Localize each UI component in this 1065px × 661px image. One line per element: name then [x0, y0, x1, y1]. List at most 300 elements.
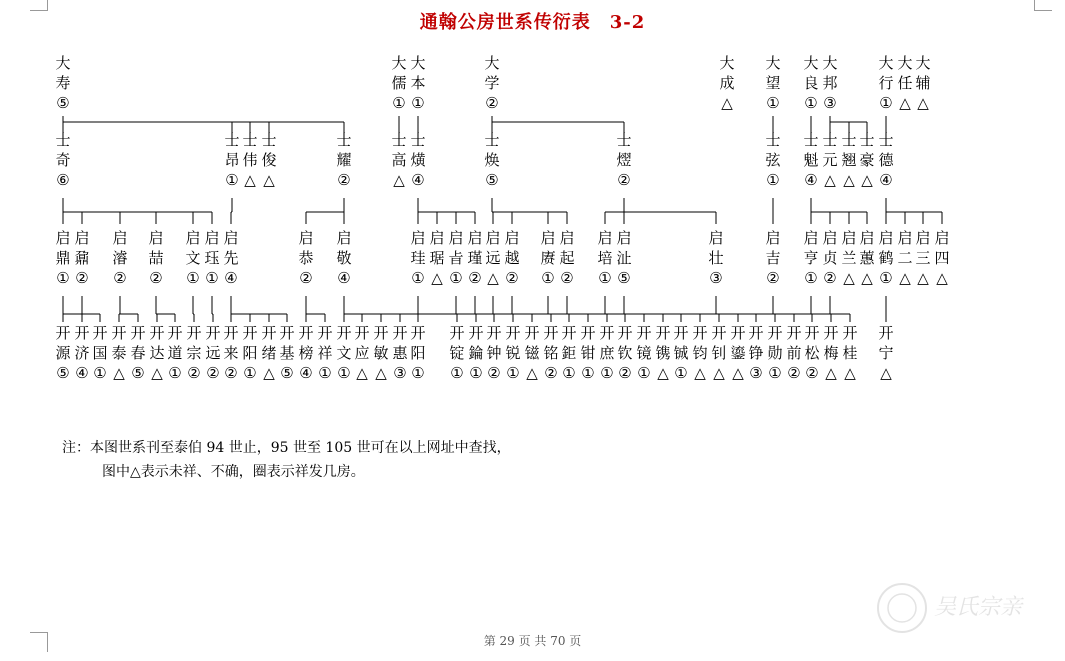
branch-mark: △	[113, 364, 125, 382]
given-name-char: 辅	[915, 74, 931, 92]
branch-mark: △	[861, 269, 873, 287]
branch-mark: △	[356, 364, 368, 382]
crop-mark	[47, 0, 48, 10]
person-node	[483, 130, 501, 190]
generation-char: 开	[878, 324, 894, 342]
given-name-char: 鼐	[74, 249, 90, 267]
given-name-char: 亨	[803, 249, 819, 267]
generation-char: 士	[878, 131, 894, 149]
given-name-char: 俊	[261, 151, 277, 169]
generation-char: 开	[617, 324, 633, 342]
generation-char: 开	[336, 324, 352, 342]
person-node	[914, 228, 932, 288]
given-name-char: 瑾	[467, 249, 483, 267]
branch-mark: △	[244, 171, 256, 189]
person-node	[409, 130, 427, 190]
generation-char: 启	[148, 229, 164, 247]
given-name-char: 阳	[410, 344, 426, 362]
generation-char: 开	[804, 324, 820, 342]
person-node	[718, 53, 736, 113]
given-name-char: 琚	[429, 249, 445, 267]
generation-char: 开	[410, 324, 426, 342]
person-node	[635, 323, 653, 383]
watermark-seal-icon	[872, 578, 1062, 638]
given-name-char: 培	[597, 249, 613, 267]
given-name-char: 梅	[823, 344, 839, 362]
branch-mark: ①	[768, 364, 782, 382]
branch-mark: ①	[168, 364, 182, 382]
given-name-char: 翘	[841, 151, 857, 169]
branch-mark: ⑤	[617, 269, 631, 287]
person-node	[840, 228, 858, 288]
person-node	[278, 323, 296, 383]
given-name-char: 元	[822, 151, 838, 169]
generation-char: 开	[392, 324, 408, 342]
generation-char: 开	[486, 324, 502, 342]
given-name-char: 本	[410, 74, 426, 92]
generation-char: 士	[616, 131, 632, 149]
branch-mark: ②	[468, 269, 482, 287]
generation-char: 开	[223, 324, 239, 342]
generation-char: 大	[410, 54, 426, 72]
footnote-line-2: 图中△表示未祥、不确，圈表示祥发几房。	[102, 464, 365, 480]
generation-char: 士	[841, 131, 857, 149]
generation-char: 开	[599, 324, 615, 342]
person-node	[615, 130, 633, 190]
person-node	[822, 323, 840, 383]
generation-char: 开	[580, 324, 596, 342]
person-node	[802, 53, 820, 113]
branch-mark: ②	[766, 269, 780, 287]
branch-mark: △	[526, 364, 538, 382]
branch-mark: ④	[804, 171, 818, 189]
given-name-char: 钟	[486, 344, 502, 362]
branch-mark: ②	[485, 94, 499, 112]
person-node	[391, 323, 409, 383]
generation-char: 启	[223, 229, 239, 247]
branch-mark: ①	[637, 364, 651, 382]
person-node	[729, 323, 747, 383]
given-name-char: 泰	[111, 344, 127, 362]
generation-char: 启	[878, 229, 894, 247]
branch-mark: ①	[766, 171, 780, 189]
person-node	[672, 323, 690, 383]
given-name-char: 沚	[616, 249, 632, 267]
generation-char: 启	[841, 229, 857, 247]
given-name-char: 来	[223, 344, 239, 362]
branch-mark: ①	[450, 364, 464, 382]
branch-mark: ②	[505, 269, 519, 287]
branch-mark: ②	[187, 364, 201, 382]
generation-char: 开	[673, 324, 689, 342]
branch-mark: ①	[598, 269, 612, 287]
person-node	[297, 228, 315, 288]
generation-char: 开	[167, 324, 183, 342]
generation-char: 士	[765, 131, 781, 149]
person-node	[896, 228, 914, 288]
person-node	[542, 323, 560, 383]
generation-char: 启	[822, 229, 838, 247]
person-node	[933, 228, 951, 288]
branch-mark: ①	[506, 364, 520, 382]
person-node	[654, 323, 672, 383]
given-name-char: 宁	[878, 344, 894, 362]
given-name-char: 道	[167, 344, 183, 362]
person-node	[241, 130, 259, 190]
crop-mark	[1034, 10, 1052, 11]
person-node	[54, 53, 72, 113]
given-name-char: 弦	[765, 151, 781, 169]
generation-char: 开	[55, 324, 71, 342]
branch-mark: ①	[392, 94, 406, 112]
given-name-char: 熿	[410, 151, 426, 169]
branch-mark: ②	[75, 269, 89, 287]
generation-char: 大	[55, 54, 71, 72]
branch-mark: △	[431, 269, 443, 287]
given-name-char: 铭	[543, 344, 559, 362]
person-node	[184, 228, 202, 288]
generation-char: 开	[261, 324, 277, 342]
generation-char: 启	[559, 229, 575, 247]
given-name-char: 四	[934, 249, 950, 267]
generation-char: 启	[467, 229, 483, 247]
branch-mark: ⑤	[280, 364, 294, 382]
given-name-char: 勋	[767, 344, 783, 362]
generation-char: 启	[298, 229, 314, 247]
person-node	[840, 130, 858, 190]
given-name-char: 奇	[55, 151, 71, 169]
given-name-char: 先	[223, 249, 239, 267]
person-node	[766, 323, 784, 383]
generation-char: 开	[149, 324, 165, 342]
generation-char: 启	[540, 229, 556, 247]
generation-char: 开	[505, 324, 521, 342]
branch-mark: ①	[879, 269, 893, 287]
generation-char: 开	[748, 324, 764, 342]
person-node	[483, 53, 501, 113]
person-node	[353, 323, 371, 383]
person-node	[241, 323, 259, 383]
person-node	[560, 323, 578, 383]
person-node	[877, 323, 895, 383]
person-node	[467, 323, 485, 383]
given-name-char: 前	[786, 344, 802, 362]
generation-char: 启	[504, 229, 520, 247]
generation-char: 开	[730, 324, 746, 342]
branch-mark: △	[844, 364, 856, 382]
generation-char: 士	[484, 131, 500, 149]
given-name-char: 㫖	[448, 249, 464, 267]
branch-mark: △	[899, 269, 911, 287]
given-name-char: 国	[92, 344, 108, 362]
branch-mark: ④	[224, 269, 238, 287]
generation-char: 开	[74, 324, 90, 342]
branch-mark: ⑤	[131, 364, 145, 382]
person-node	[448, 323, 466, 383]
given-name-char: 钦	[617, 344, 633, 362]
given-name-char: 祥	[317, 344, 333, 362]
generation-char: 士	[410, 131, 426, 149]
branch-mark: ③	[749, 364, 763, 382]
generation-char: 士	[55, 131, 71, 149]
branch-mark: ②	[224, 364, 238, 382]
branch-mark: ①	[56, 269, 70, 287]
generation-char: 启	[915, 229, 931, 247]
generation-char: 启	[897, 229, 913, 247]
person-node	[316, 323, 334, 383]
given-name-char: 铮	[748, 344, 764, 362]
given-name-char: 珪	[410, 249, 426, 267]
generation-char: 启	[934, 229, 950, 247]
person-node	[166, 323, 184, 383]
person-node	[764, 228, 782, 288]
generation-char: 大	[484, 54, 500, 72]
person-node	[335, 228, 353, 288]
generation-char: 大	[915, 54, 931, 72]
branch-mark: △	[824, 171, 836, 189]
branch-mark: △	[843, 171, 855, 189]
person-node	[466, 228, 484, 288]
crop-mark	[47, 632, 48, 652]
branch-mark: ①	[411, 94, 425, 112]
generation-char: 大	[719, 54, 735, 72]
branch-mark: ②	[113, 269, 127, 287]
person-node	[390, 130, 408, 190]
person-node	[222, 228, 240, 288]
branch-mark: ①	[318, 364, 332, 382]
branch-mark: ⑤	[56, 364, 70, 382]
given-name-char: 庶	[599, 344, 615, 362]
branch-mark: △	[917, 269, 929, 287]
given-name-char: 三	[915, 249, 931, 267]
given-name-char: 儒	[391, 74, 407, 92]
branch-mark: △	[151, 364, 163, 382]
person-node	[802, 228, 820, 288]
given-name-char: 邦	[822, 74, 838, 92]
branch-mark: ②	[299, 269, 313, 287]
generation-char: 开	[524, 324, 540, 342]
person-node	[260, 323, 278, 383]
person-node	[447, 228, 465, 288]
person-node	[484, 228, 502, 288]
person-node	[73, 323, 91, 383]
person-node	[54, 323, 72, 383]
person-node	[914, 53, 932, 113]
person-node	[539, 228, 557, 288]
person-node	[558, 228, 576, 288]
person-node	[802, 130, 820, 190]
given-name-char: 蕙	[859, 249, 875, 267]
person-node	[596, 228, 614, 288]
person-node	[691, 323, 709, 383]
given-name-char: 贞	[822, 249, 838, 267]
branch-mark: △	[487, 269, 499, 287]
branch-mark: ①	[337, 364, 351, 382]
person-node	[54, 228, 72, 288]
generation-char: 开	[711, 324, 727, 342]
given-name-char: 鼎	[55, 249, 71, 267]
branch-mark: ②	[617, 171, 631, 189]
branch-mark: △	[393, 171, 405, 189]
person-node	[877, 228, 895, 288]
branch-mark: ①	[879, 94, 893, 112]
generation-char: 大	[822, 54, 838, 72]
given-name-char: 锭	[449, 344, 465, 362]
given-name-char: 源	[55, 344, 71, 362]
branch-mark: ③	[823, 94, 837, 112]
person-node	[390, 53, 408, 113]
given-name-char: 昂	[224, 151, 240, 169]
generation-char: 士	[391, 131, 407, 149]
given-name-char: 钧	[692, 344, 708, 362]
person-node	[710, 323, 728, 383]
generation-char: 启	[336, 229, 352, 247]
branch-mark: ①	[411, 364, 425, 382]
person-node	[148, 323, 166, 383]
given-name-char: 恭	[298, 249, 314, 267]
given-name-char: 敏	[373, 344, 389, 362]
given-name-char: 喆	[148, 249, 164, 267]
given-name-char: 熤	[616, 151, 632, 169]
branch-mark: ④	[299, 364, 313, 382]
branch-mark: ②	[560, 269, 574, 287]
person-node	[147, 228, 165, 288]
branch-mark: ①	[205, 269, 219, 287]
branch-mark: △	[899, 94, 911, 112]
generation-char: 大	[897, 54, 913, 72]
given-name-char: 濬	[112, 249, 128, 267]
given-name-char: 赓	[540, 249, 556, 267]
person-node	[821, 53, 839, 113]
crop-mark	[30, 10, 48, 11]
person-node	[409, 323, 427, 383]
generation-char: 开	[186, 324, 202, 342]
person-node	[785, 323, 803, 383]
branch-mark: △	[843, 269, 855, 287]
given-name-char: 镜	[636, 344, 652, 362]
generation-char: 开	[655, 324, 671, 342]
footnote	[62, 436, 511, 484]
branch-mark: ①	[804, 94, 818, 112]
branch-mark: ④	[411, 171, 425, 189]
generation-char: 开	[692, 324, 708, 342]
given-name-char: 德	[878, 151, 894, 169]
given-name-char: 文	[185, 249, 201, 267]
given-name-char: 鎏	[730, 344, 746, 362]
branch-mark: ①	[581, 364, 595, 382]
given-name-char: 镃	[524, 344, 540, 362]
branch-mark: ②	[544, 364, 558, 382]
generation-char: 开	[468, 324, 484, 342]
generation-char: 大	[391, 54, 407, 72]
person-node	[222, 323, 240, 383]
branch-mark: ②	[787, 364, 801, 382]
crop-mark	[30, 632, 48, 633]
branch-mark: ①	[93, 364, 107, 382]
branch-mark: ①	[804, 269, 818, 287]
generation-char: 启	[803, 229, 819, 247]
given-name-char: 松	[804, 344, 820, 362]
given-name-char: 錀	[468, 344, 484, 362]
given-name-char: 豪	[859, 151, 875, 169]
branch-mark: △	[375, 364, 387, 382]
branch-mark: ④	[75, 364, 89, 382]
generation-char: 启	[74, 229, 90, 247]
generation-char: 开	[298, 324, 314, 342]
person-node	[335, 323, 353, 383]
person-node	[523, 323, 541, 383]
person-node	[73, 228, 91, 288]
branch-mark: ①	[674, 364, 688, 382]
branch-mark: ③	[709, 269, 723, 287]
branch-mark: △	[861, 171, 873, 189]
generation-char: 士	[803, 131, 819, 149]
given-name-char: 铖	[673, 344, 689, 362]
given-name-char: 远	[205, 344, 221, 362]
person-node	[858, 228, 876, 288]
branch-mark: △	[713, 364, 725, 382]
svg-text:吴氏宗亲: 吴氏宗亲	[934, 595, 1023, 620]
given-name-char: 锐	[505, 344, 521, 362]
branch-mark: ②	[487, 364, 501, 382]
given-name-char: 春	[130, 344, 146, 362]
person-node	[297, 323, 315, 383]
person-node	[409, 228, 427, 288]
page-number: 第 29 页 共 70 页	[483, 634, 582, 648]
branch-mark: ①	[469, 364, 483, 382]
person-node	[110, 323, 128, 383]
branch-mark: ④	[337, 269, 351, 287]
given-name-char: 良	[803, 74, 819, 92]
person-node	[877, 130, 895, 190]
generation-char: 开	[373, 324, 389, 342]
given-name-char: 兰	[841, 249, 857, 267]
person-node	[111, 228, 129, 288]
generation-char: 启	[410, 229, 426, 247]
generation-char: 大	[765, 54, 781, 72]
given-name-char: 任	[897, 74, 913, 92]
generation-char: 开	[279, 324, 295, 342]
generation-char: 开	[842, 324, 858, 342]
person-node	[615, 228, 633, 288]
generation-char: 士	[242, 131, 258, 149]
given-name-char: 敬	[336, 249, 352, 267]
person-node	[129, 323, 147, 383]
generation-char: 启	[765, 229, 781, 247]
generation-char: 启	[597, 229, 613, 247]
branch-mark: ②	[805, 364, 819, 382]
given-name-char: 钊	[711, 344, 727, 362]
branch-mark: ①	[186, 269, 200, 287]
given-name-char: 学	[484, 74, 500, 92]
given-name-char: 行	[878, 74, 894, 92]
branch-mark: ⑤	[56, 94, 70, 112]
person-node	[598, 323, 616, 383]
given-name-char: 桂	[842, 344, 858, 362]
person-node	[372, 323, 390, 383]
branch-mark: △	[694, 364, 706, 382]
given-name-char: 吉	[765, 249, 781, 267]
given-name-char: 宗	[186, 344, 202, 362]
branch-mark: △	[936, 269, 948, 287]
person-node	[764, 53, 782, 113]
person-node	[409, 53, 427, 113]
person-node	[747, 323, 765, 383]
person-node	[203, 228, 221, 288]
generation-char: 启	[485, 229, 501, 247]
person-node	[504, 323, 522, 383]
given-name-char: 基	[279, 344, 295, 362]
